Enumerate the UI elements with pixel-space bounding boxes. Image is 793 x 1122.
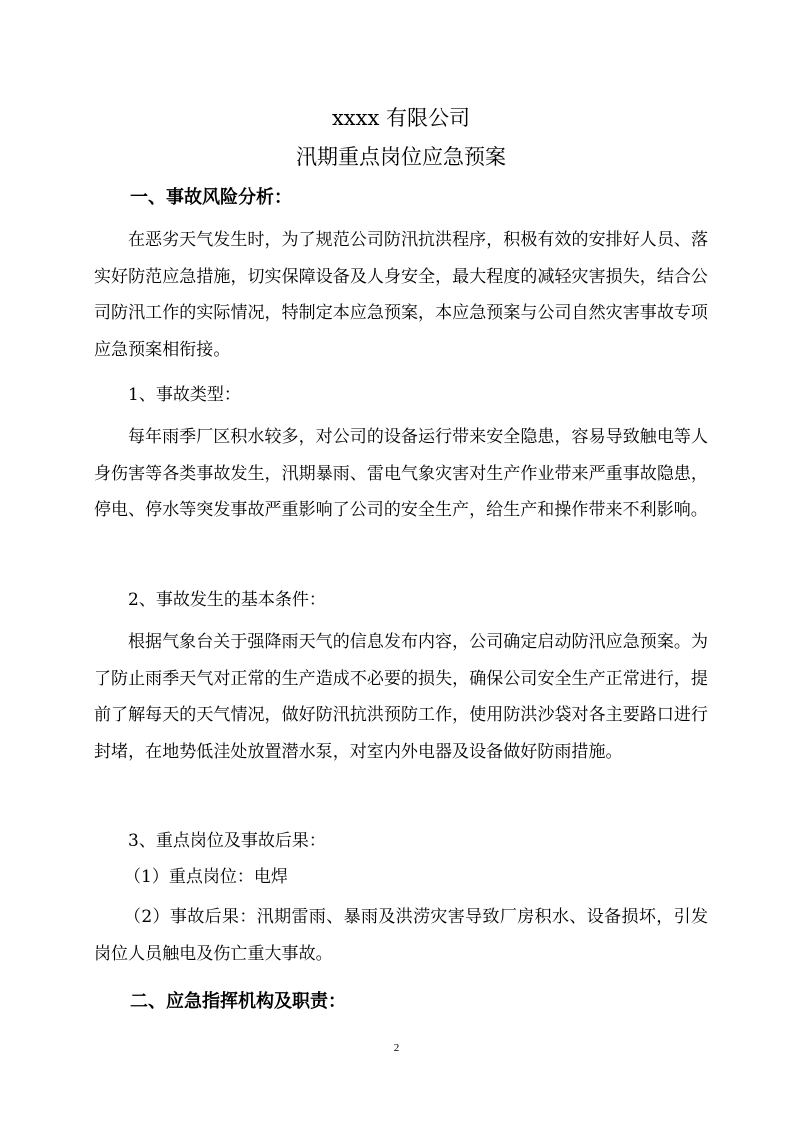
subheading-key-posts: 3、重点岗位及事故后果： bbox=[128, 831, 326, 851]
paragraph-basic-conditions: 根据气象台关于强降雨天气的信息发布内容，公司确定启动防汛应急预案。为了防止雨季天气对正常的生产造成不必要的损失，确保公司安全生产正常进行，提前了解每天的天气情况，做好防汛抗洪预防工作，使用防洪沙袋对各主要路口进行封堵，在地势低洼处放置潜水泵，对室内外电器及设备做好防雨措施。 bbox=[94, 632, 708, 762]
subheading-basic-conditions: 2、事故发生的基本条件： bbox=[128, 590, 326, 610]
document-title: 汛期重点岗位应急预案 bbox=[296, 145, 506, 169]
page-number: 2 bbox=[393, 1042, 400, 1054]
list-item-consequences: （2）事故后果：汛期雷雨、暴雨及洪涝灾害导致厂房积水、设备损坏，引发岗位人员触电及伤亡重大事故。 bbox=[94, 907, 708, 964]
paragraph-intro: 在恶劣天气发生时，为了规范公司防汛抗洪程序，积极有效的安排好人员、落实好防范应急措施，切实保障设备及人身安全，最大程度的减轻灾害损失，结合公司防汛工作的实际情况，特制定本应急预案，本应急预案与公司自然灾害事故专项应急预案相衔接。 bbox=[94, 230, 708, 360]
company-name: xxxx 有限公司 bbox=[331, 106, 471, 130]
list-item-key-post: （1）重点岗位：电焊 bbox=[124, 867, 288, 887]
paragraph-accident-type: 每年雨季厂区积水较多，对公司的设备运行带来安全隐患，容易导致触电等人身伤害等各类事故发生，汛期暴雨、雷电气象灾害对生产作业带来严重事故隐患，停电、停水等突发事故严重影响了公司的安全生产，给生产和操作带来不利影响。 bbox=[94, 427, 708, 520]
subheading-accident-type: 1、事故类型： bbox=[128, 385, 241, 405]
section-heading-command-structure: 二、应急指挥机构及职责： bbox=[130, 991, 346, 1012]
section-heading-risk-analysis: 一、事故风险分析： bbox=[130, 187, 292, 208]
